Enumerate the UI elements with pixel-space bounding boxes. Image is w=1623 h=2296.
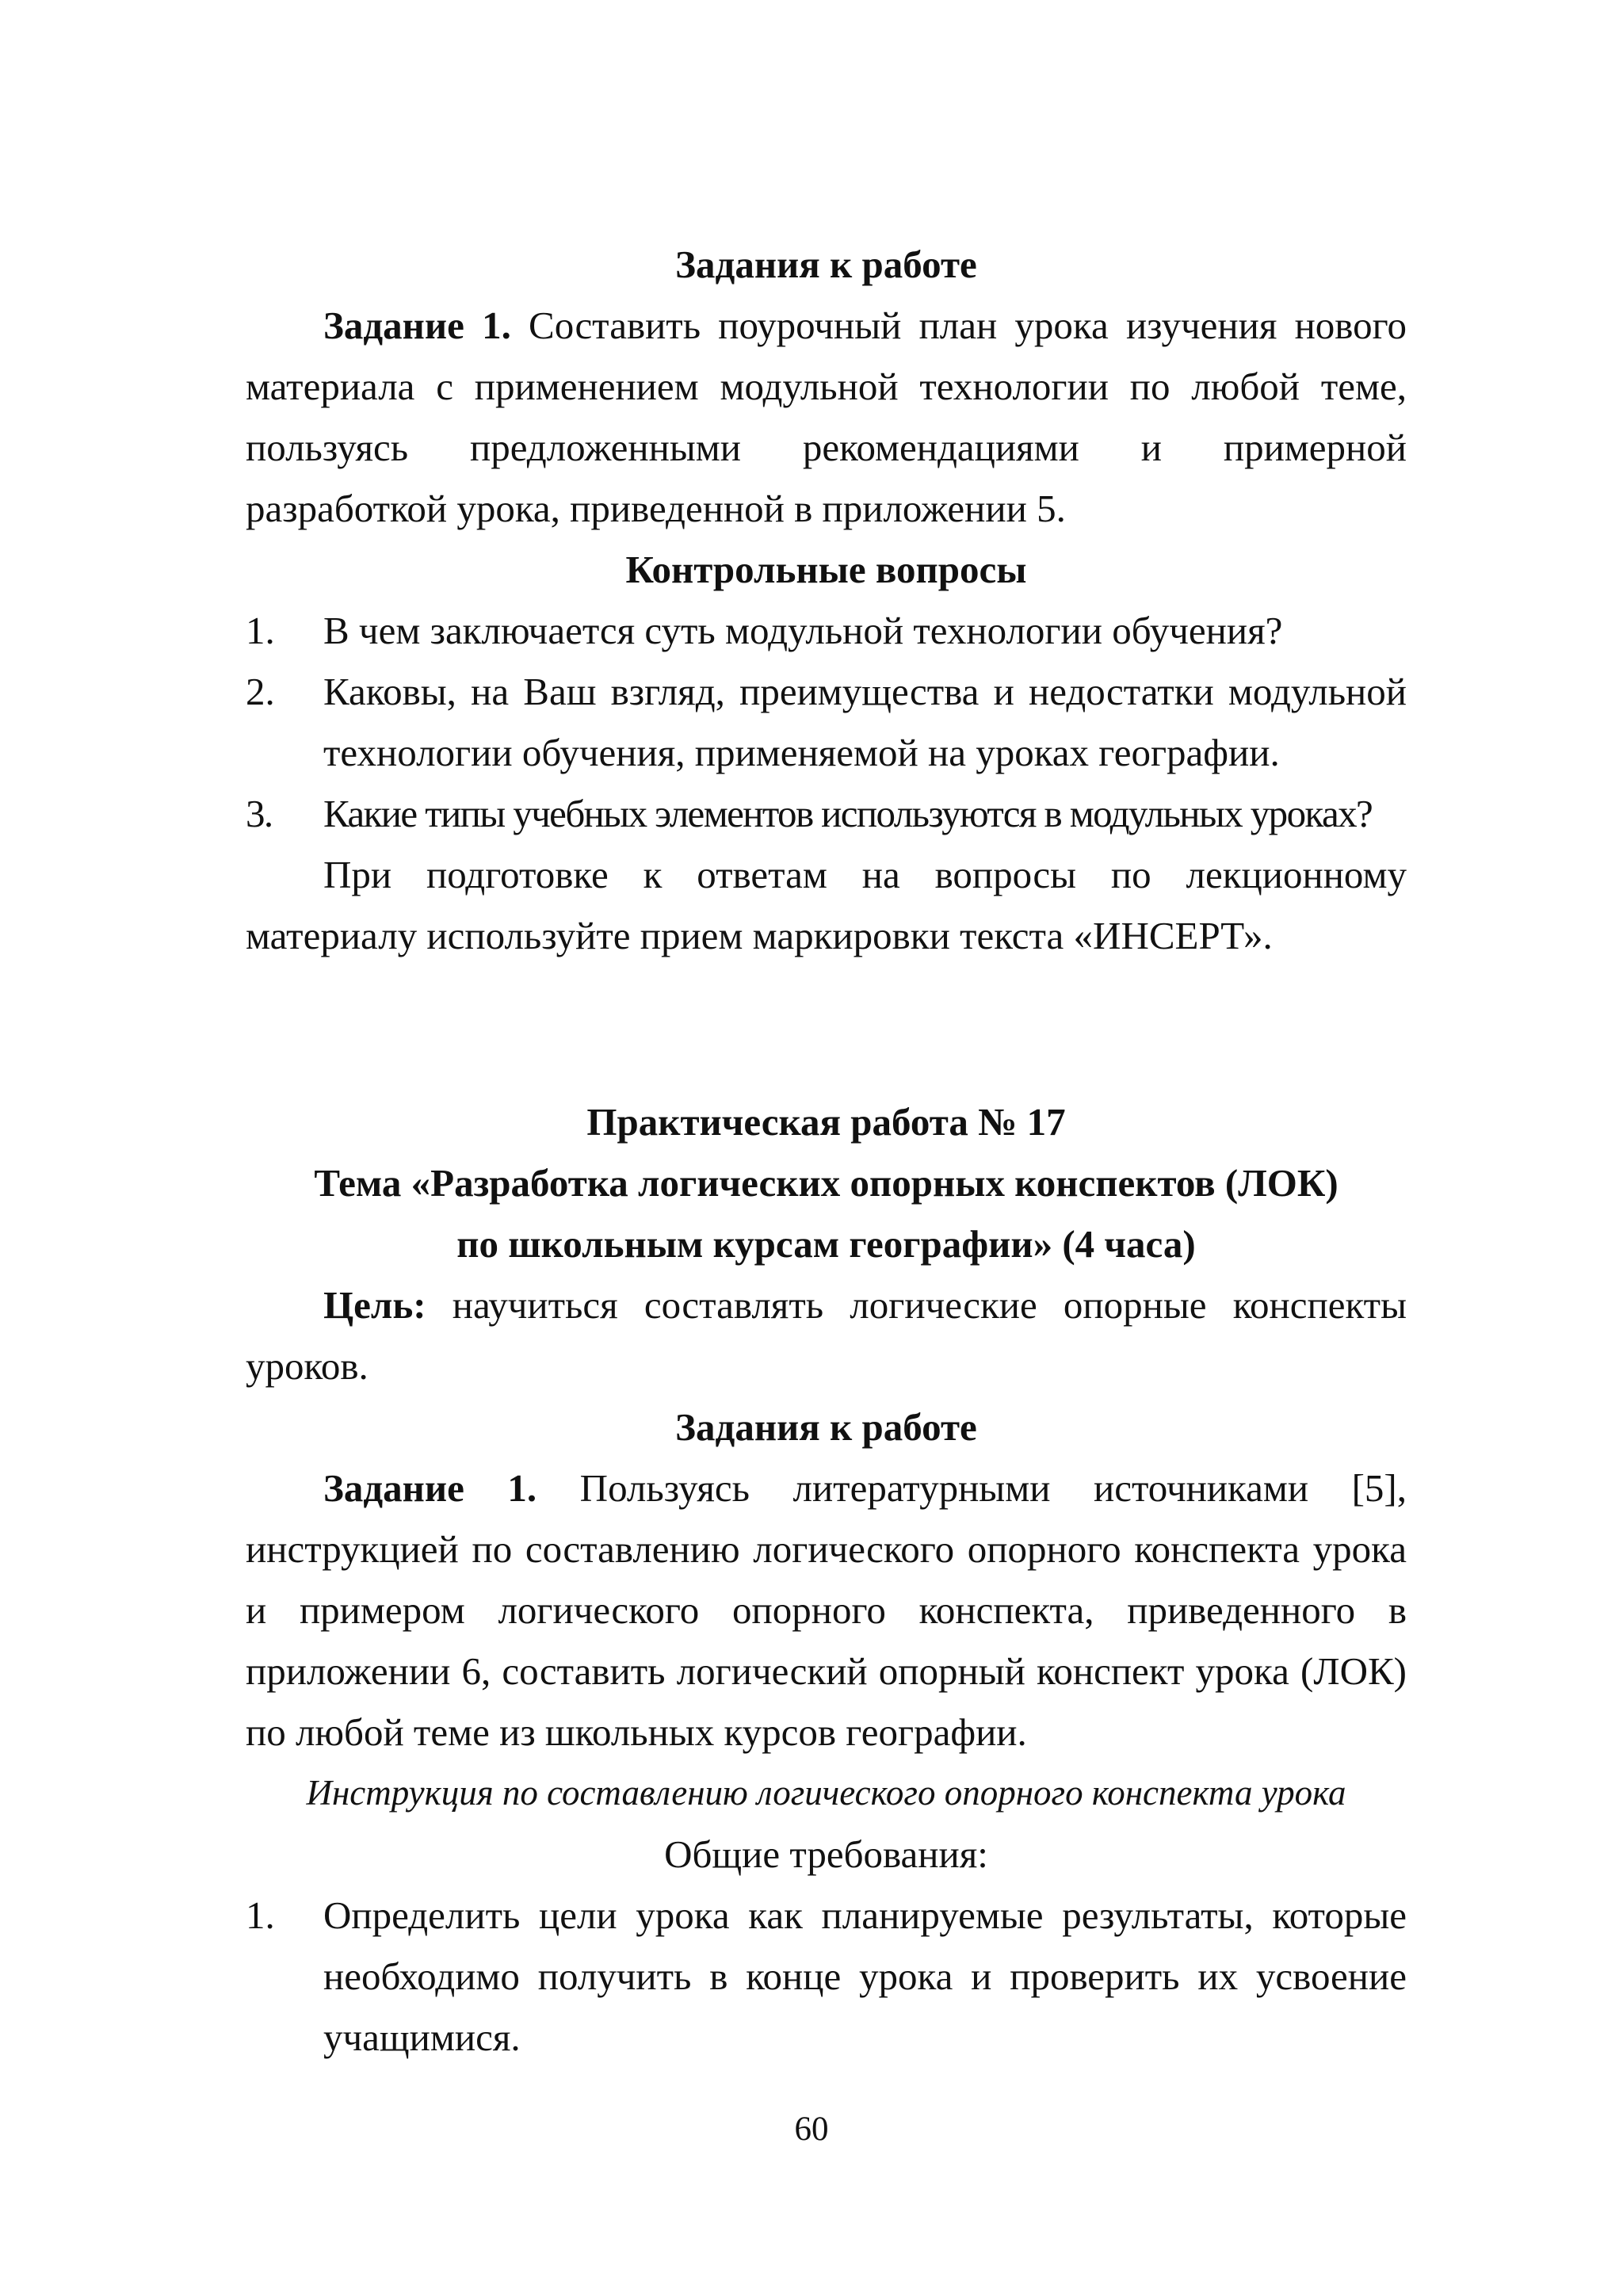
list-item-number: 1. [246, 609, 275, 652]
control-questions-heading: Контрольные вопросы [625, 548, 1027, 591]
task-1-label: Задание 1. [323, 304, 511, 347]
practical-topic-line-2: по школьным курсам географии» (4 часа) [456, 1222, 1196, 1266]
instruction-title: Инструкция по составлению логического опорного конспекта урока [306, 1773, 1346, 1813]
list-item-text: Какие типы учебных элементов используются в модульных уроках? [323, 792, 1373, 835]
practical-tasks-heading: Задания к работе [675, 1405, 977, 1449]
requirements-list [246, 1885, 1407, 2068]
goal-label: Цель: [323, 1283, 426, 1327]
task-1-text: Составить поурочный план урока изучения нового материала с применением модульной технологии по любой теме, пользуясь предложенными рекомендациями и примерной разработкой урока, приведенной в приложении 5. [246, 304, 1407, 530]
control-questions-list [246, 600, 1407, 844]
list-item [246, 1885, 1407, 2068]
section-spacer [246, 966, 1407, 1091]
list-item [246, 661, 1407, 783]
list-item [246, 783, 1407, 844]
list-item-number: 3. [246, 792, 273, 835]
practical-topic-line-1: Тема «Разработка логических опорных конспектов (ЛОК) [314, 1161, 1338, 1205]
goal-paragraph [246, 1274, 1407, 1396]
practical-task-1-paragraph [246, 1457, 1407, 1763]
practical-task-1-text: Пользуясь литературными источниками [5], инструкцией по составлению логического опорного конспекта урока и примером логического опорного конспекта, приведенного в приложении 6, составить логический опорный конспект урока (ЛОК) по любой теме из школьных курсов географии. [246, 1466, 1407, 1754]
task-1-paragraph [246, 295, 1407, 539]
list-item-number: 1. [246, 1893, 275, 1937]
tasks-heading: Задания к работе [675, 243, 977, 286]
list-item-text: Определить цели урока как планируемые результаты, которые необходимо получить в конце урока и проверить их усвоение учащимися. [323, 1893, 1407, 2059]
list-item-text: В чем заключается суть модульной технологии обучения? [323, 609, 1283, 652]
goal-text: научиться составлять логические опорные конспекты уроков. [246, 1283, 1407, 1388]
list-item-text: Каковы, на Ваш взгляд, преимущества и недостатки модульной технологии обучения, применяемой на уроках географии. [323, 670, 1407, 774]
general-requirements-heading: Общие требования: [664, 1832, 988, 1876]
practical-work-title: Практическая работа № 17 [586, 1100, 1066, 1144]
list-item-number: 2. [246, 670, 275, 713]
page-content [246, 234, 1407, 2068]
practical-task-1-label: Задание 1. [323, 1466, 537, 1510]
insert-note-paragraph: При подготовке к ответам на вопросы по лекционному материалу используйте прием маркировки текста «ИНСЕРТ». [246, 853, 1407, 957]
list-item [246, 600, 1407, 661]
page-number: 60 [794, 2111, 829, 2148]
